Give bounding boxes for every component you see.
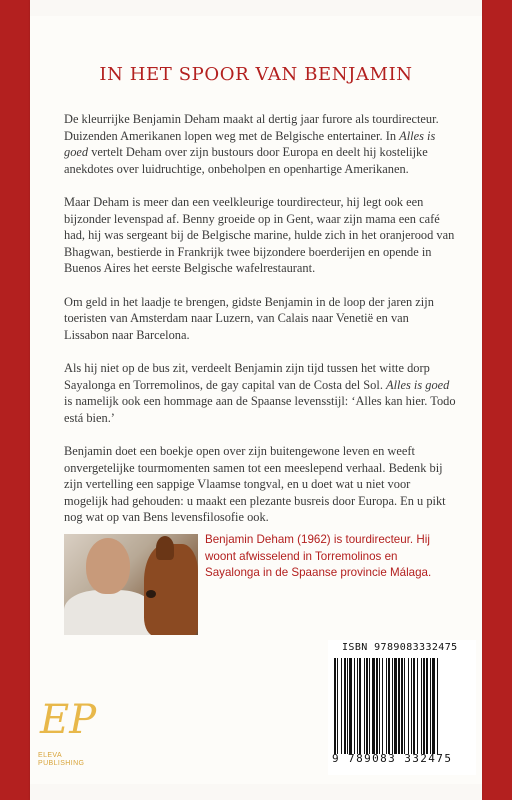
photo-shirt-shape — [64, 590, 154, 635]
author-bio: Benjamin Deham (1962) is tourdirecteur. Hij woont afwisselend in Torremolinos en Sayalonga in de Spaanse provincie Málaga. — [205, 533, 432, 579]
isbn-barcode — [328, 640, 476, 775]
publisher-logo-icon: EP — [40, 697, 97, 743]
blurb-text — [64, 111, 456, 543]
barcode-bars-icon — [332, 658, 472, 754]
blurb-paragraph-5: Benjamin doet een boekje open over zijn buitengewone leven en weeft onvergetelijke tourmomenten samen tot een meeslepend verhaal. Bedenk bij zijn vertelling een sappige Vlaamse tongval, en u doet wat u niet voor mogelijk had gehouden: u maakt een plezante busreis door Europa. En u pikt nog wat op van Bens levensfilosofie ook. — [64, 444, 446, 524]
blurb-paragraph-2: Maar Deham is meer dan een veelkleurige tourdirecteur, hij legt ook een bijzonder levenspad af. Benny groeide op in Gent, waar zijn mama een café had, hij was sergeant bij de Belgische marine, hulde zich in het oranjerood van Bhagwan, bestierde in Frankrijk twee bijzondere boerderijen en opende in Buenos Aires het eerste Belgische wafelrestaurant. — [64, 195, 455, 275]
blurb-paragraph-4: Als hij niet op de bus zit, verdeelt Benjamin zijn tijd tussen het witte dorp Sayalonga en Torremolinos, de gay capital van de Costa del Sol. Alles is goed is namelijk ook een hommage aan de Spaanse levensstijl: ‘Alles kan hier. Todo está bien.’ — [64, 361, 456, 425]
publisher-name: ELEVA PUBLISHING — [38, 752, 85, 767]
photo-dog-ear-shape — [156, 536, 174, 560]
isbn-label: ISBN 9789083332475 — [342, 642, 458, 653]
photo-dog-nose-shape — [146, 590, 156, 598]
blurb-paragraph-3: Om geld in het laadje te brengen, gidste Benjamin in de loop der jaren zijn toeristen van Amsterdam naar Luzern, van Calais naar Venetië en van Lissabon naar Barcelona. — [64, 294, 434, 342]
book-title: IN HET SPOOR VAN BENJAMIN — [99, 64, 413, 85]
barcode-digits: 9 789083 332475 — [332, 752, 453, 765]
author-photo — [64, 534, 198, 635]
blurb-paragraph-1: De kleurrijke Benjamin Deham maakt al dertig jaar furore als tourdirecteur. Duizenden Amerikanen lopen weg met de Belgische entertainer. In Alles is goed vertelt Deham over zijn bustours door Europa en deelt hij kostelijke anekdotes over luidruchtige, onbeholpen en openhartige Amerikanen. — [64, 112, 439, 176]
photo-head-shape — [86, 538, 130, 594]
publisher-logo — [38, 697, 98, 780]
